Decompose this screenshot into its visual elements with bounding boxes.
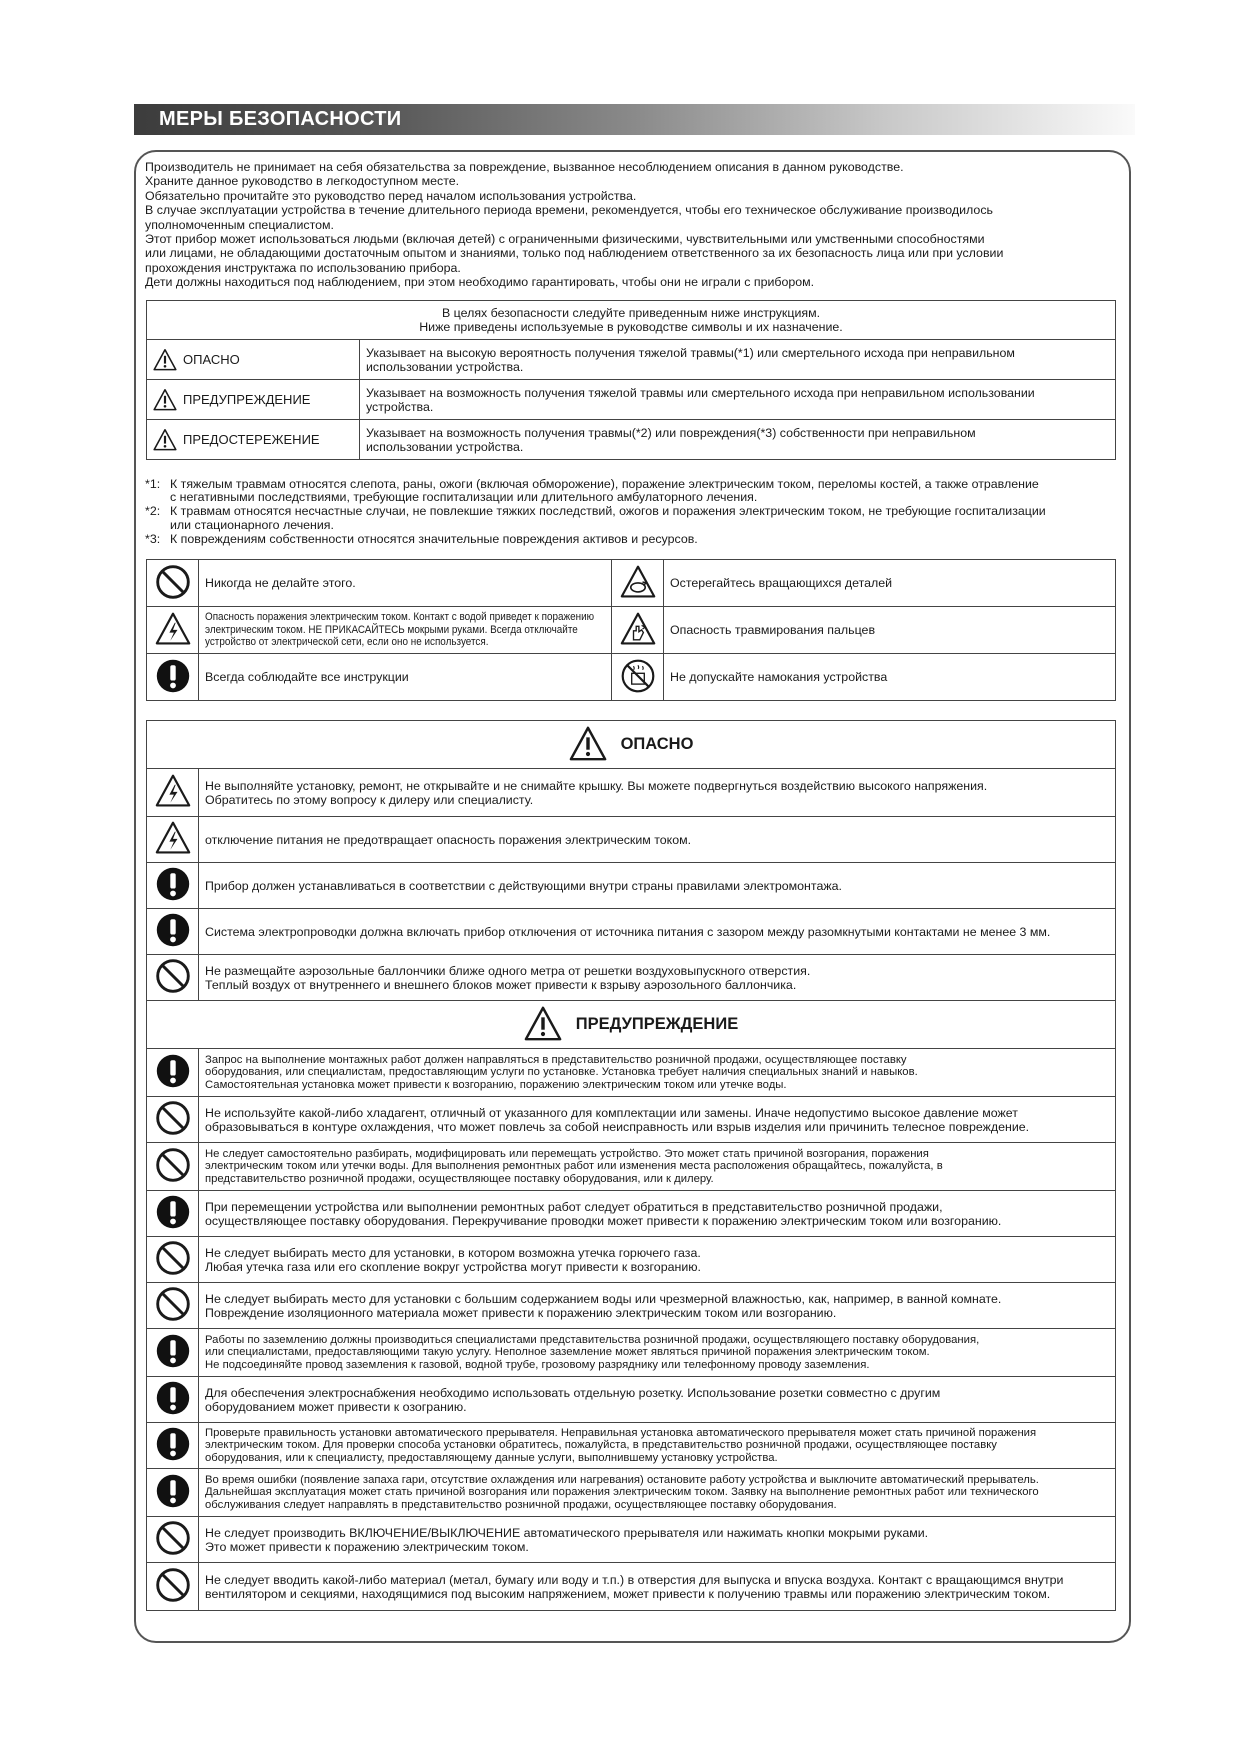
signal-word-table xyxy=(146,300,1116,460)
intro-text xyxy=(145,160,1125,290)
hazard-row xyxy=(147,909,1116,955)
warning-triangle-icon xyxy=(569,725,607,763)
hazard-text: Не размещайте аэрозольные баллончики ближе одного метра от решетки воздуховыпускного отверстия. Теплый воздух от внутреннего и внешнего блоков может привести к взрыву аэрозольного баллончика. xyxy=(199,955,1116,1001)
hazard-row xyxy=(147,863,1116,909)
hazard-icon-cell xyxy=(147,1423,199,1469)
hazard-icon-cell xyxy=(147,909,199,955)
footnote-text: К повреждениям собственности относятся значительные повреждения активов и ресурсов. xyxy=(170,531,698,546)
hazard-text: Проверьте правильность установки автоматического прерывателя. Неправильная установка автоматического прерывателя может стать причиной поражения электрическим током. Для проверки способа установки обратитесь, пожалуйста, в представительство розничной продажи, осуществляющее поставку оборудования, или к специалисту, предоставляющему данные услуги, выполнившему установку устройства. xyxy=(199,1423,1116,1469)
legend-icon-cell xyxy=(612,560,664,607)
signal-table-header-line: В целях безопасности следуйте приведенным ниже инструкциям. xyxy=(441,306,821,320)
hazard-row xyxy=(147,1563,1116,1611)
footnote-text: К тяжелым травмам относятся слепота, раны, ожоги (включая обморожение), поражение электрическим током, переломы костей, а также отравление с негативными последствиями, требующие госпитализации или длительного амбулаторного лечения. xyxy=(170,477,1039,505)
prohibition-icon xyxy=(155,1286,191,1322)
prohibition-icon xyxy=(155,564,191,600)
hazard-text: Система электропроводки должна включать прибор отключения от источника питания с зазором между разомкнутыми контактами не менее 3 мм. xyxy=(199,909,1116,955)
warning-triangle-icon xyxy=(153,388,177,412)
hazard-text: Не следует производить ВКЛЮЧЕНИЕ/ВЫКЛЮЧЕНИЕ автоматического прерывателя или нажимать кнопки мокрыми руками. Это может привести к поражению электрическим током. xyxy=(199,1517,1116,1563)
danger-header-row xyxy=(147,721,1116,769)
hazard-text: Не следует вводить какой-либо материал (метал, бумагу или воду и т.п.) в отверстия для выпуска и впуска воздуха. Контакт с вращающимся внутри вентилятором и секциями, находящимися под высоким напряжением, может привести к получению травмы или поражению электрическим током. xyxy=(199,1563,1116,1611)
hazard-text: Для обеспечения электроснабжения необходимо использовать отдельную розетку. Использование розетки совместно с другим оборудованием может привести к озогранию. xyxy=(199,1377,1116,1423)
signal-label-text: ПРЕДОСТЕРЕЖЕНИЕ xyxy=(183,431,320,447)
intro-paragraph: Храните данное руководство в легкодоступном месте. xyxy=(145,174,460,189)
danger-header xyxy=(147,721,1116,769)
hazard-text: При перемещении устройства или выполнении ремонтных работ следует обратиться в представительство розничной продажи, осуществляющее поставку оборудования. Перекручивание проводки может привести к поражению электрическим током или возгоранию. xyxy=(199,1191,1116,1237)
hazard-icon-cell xyxy=(147,817,199,863)
mandatory-icon xyxy=(155,1426,191,1462)
hazard-icon-cell xyxy=(147,1237,199,1283)
footnote-key: *2: xyxy=(145,504,161,519)
footnote-text: К травмам относятся несчастные случаи, не повлекшие тяжких последствий, ожогов и поражения электрическим током, не требующие госпитализации или стационарного лечения. xyxy=(170,504,1046,532)
hazard-icon-cell xyxy=(147,1283,199,1329)
warning-triangle-icon xyxy=(153,428,177,452)
electric-shock-icon xyxy=(155,820,191,856)
mandatory-icon xyxy=(155,1473,191,1509)
legend-icon-cell xyxy=(612,654,664,701)
legend-text: Остерегайтесь вращающихся деталей xyxy=(664,560,1116,607)
hazard-text: Запрос на выполнение монтажных работ должен направляться в представительство розничной продажи, осуществляющее поставку оборудования, или специалистам, предоставляющим услуги по установке. Установка требует наличия специальных знаний и навыков. Самостоятельная установка может привести к возгоранию, поражению электрическим током или утечке воды. xyxy=(199,1049,1116,1097)
prohibition-icon xyxy=(155,1147,191,1183)
hazard-text: Не следует выбирать место для установки с большим содержанием воды или чрезмерной влажностью, как, например, в ванной комнате. Повреждение изоляционного материала может привести к поражению электрическим током или возгоранию. xyxy=(199,1283,1116,1329)
signal-description: Указывает на высокую вероятность получения тяжелой травмы(*1) или смертельного исхода при неправильном использовании устройства. xyxy=(360,340,1116,380)
footnote-key: *1: xyxy=(145,477,161,491)
hazard-icon-cell xyxy=(147,1191,199,1237)
signal-description: Указывает на возможность получения травмы(*2) или повреждения(*3) собственности при неправильном использовании устройства. xyxy=(360,420,1116,460)
hazard-row xyxy=(147,817,1116,863)
hazard-icon-cell xyxy=(147,1143,199,1191)
intro-paragraph: В случае эксплуатации устройства в течение длительного периода времени, рекомендуется, чтобы его техническое обслуживание производилось уполномоченным специалистом. xyxy=(145,203,993,232)
footnote xyxy=(145,478,1125,504)
finger-injury-icon xyxy=(620,611,656,647)
signal-label-warning xyxy=(147,380,360,420)
signal-label-caution xyxy=(147,420,360,460)
hazard-text: Во время ошибки (появление запаха гари, отсутствие охлаждения или нагревания) остановите работу устройства и выключите автоматический прерыватель. Дальнейшая эксплуатация может стать причиной возгорания или поражения электрическим током. Заявку на выполнение ремонтных работ или технического обслуживания следует направлять в представительство розничной продажи, осуществляющее поставку оборудования. xyxy=(199,1469,1116,1517)
legend-icon-cell xyxy=(147,560,199,607)
footnote-key: *3: xyxy=(145,531,161,546)
hazard-row xyxy=(147,1143,1116,1191)
legend-text: Не допускайте намокания устройства xyxy=(664,654,1116,701)
mandatory-icon xyxy=(155,1194,191,1230)
hazard-row xyxy=(147,955,1116,1001)
legend-icon-cell xyxy=(612,607,664,654)
hazard-icon-cell xyxy=(147,1563,199,1611)
hazard-text: Не используйте какой-либо хладагент, отличный от указанного для комплектации или замены. Иначе недопустимо высокое давление может образовываться в контуре охлаждения, что может повлечь за собой неисправность или взрыв изделия или причинить телесное повреждение. xyxy=(199,1097,1116,1143)
warning-triangle-icon xyxy=(153,348,177,372)
warning-title: ПРЕДУПРЕЖДЕНИЕ xyxy=(575,1014,739,1033)
footnotes xyxy=(145,478,1125,547)
intro-paragraph: Обязательно прочитайте это руководство перед началом использования устройства. xyxy=(145,188,637,203)
hazard-icon-cell xyxy=(147,1469,199,1517)
warning-header xyxy=(147,1001,1116,1049)
hazard-table xyxy=(146,720,1116,1611)
signal-label-danger xyxy=(147,340,360,380)
hazard-row xyxy=(147,1049,1116,1097)
hazard-icon-cell xyxy=(147,1377,199,1423)
prohibition-icon xyxy=(155,1520,191,1556)
hazard-icon-cell xyxy=(147,955,199,1001)
hazard-row xyxy=(147,769,1116,817)
hazard-row xyxy=(147,1423,1116,1469)
intro-paragraph: Производитель не принимает на себя обязательства за повреждение, вызванное несоблюдением описания в данном руководстве. xyxy=(145,160,904,174)
mandatory-icon xyxy=(155,866,191,902)
hazard-text: Не следует самостоятельно разбирать, модифицировать или перемещать устройство. Это может стать причиной возгорания, поражения электрическим током или утечки воды. Для выполнения ремонтных работ или изменения места расположения обращайтесь, пожалуйста, в представительство розничной продажи, осуществляющее поставку оборудования, или к дилеру. xyxy=(199,1143,1116,1191)
intro-paragraph: Этот прибор может использоваться людьми (включая детей) с ограниченными физическими, чувствительными или умственными способностями или лицами, не обладающими достаточным опытом и знаниями, только под наблюдением ответственного за их безопасность лица или при условии прохождения инструктажа по использованию прибора. xyxy=(145,232,1004,275)
rotating-parts-icon xyxy=(620,564,656,600)
symbol-legend-table xyxy=(146,559,1116,701)
intro-paragraph: Дети должны находиться под наблюдением, при этом необходимо гарантировать, чтобы они не играли с прибором. xyxy=(145,275,815,290)
legend-text: Опасность травмирования пальцев xyxy=(664,607,1116,654)
prohibition-icon xyxy=(155,958,191,994)
hazard-row xyxy=(147,1329,1116,1377)
warning-header-row xyxy=(147,1001,1116,1049)
electric-shock-icon xyxy=(155,773,191,809)
hazard-row xyxy=(147,1237,1116,1283)
hazard-row xyxy=(147,1517,1116,1563)
danger-title: ОПАСНО xyxy=(620,734,694,753)
legend-text-small: Опасность поражения электрическим током. Контакт с водой приведет к поражению электрическим током. НЕ ПРИКАСАЙТЕСЬ мокрыми руками. Всегда отключайте устройство от электрической сети, если оно не используется. xyxy=(205,610,595,649)
warning-triangle-icon xyxy=(524,1005,562,1043)
mandatory-icon xyxy=(155,1333,191,1369)
footnote xyxy=(145,505,1125,531)
signal-table-header-line: Ниже приведены используемые в руководстве символы и их назначение. xyxy=(419,320,843,334)
hazard-row xyxy=(147,1097,1116,1143)
signal-label-text: ОПАСНО xyxy=(183,351,240,367)
legend-icon-cell xyxy=(147,654,199,701)
hazard-icon-cell xyxy=(147,769,199,817)
hazard-icon-cell xyxy=(147,863,199,909)
legend-text: Всегда соблюдайте все инструкции xyxy=(199,654,612,701)
signal-table-header xyxy=(147,301,1116,340)
hazard-text: Не следует выбирать место для установки, в котором возможна утечка горючего газа. Любая утечка газа или его скопление вокруг устройства могут привести к возгоранию. xyxy=(199,1237,1116,1283)
hazard-icon-cell xyxy=(147,1049,199,1097)
hazard-row xyxy=(147,1377,1116,1423)
hazard-icon-cell xyxy=(147,1097,199,1143)
prohibition-icon xyxy=(155,1100,191,1136)
hazard-text: Прибор должен устанавливаться в соответствии с действующими внутри страны правилами электромонтажа. xyxy=(199,863,1116,909)
hazard-row xyxy=(147,1469,1116,1517)
legend-icon-cell xyxy=(147,607,199,654)
mandatory-icon xyxy=(155,912,191,948)
legend-text xyxy=(199,607,612,654)
hazard-row xyxy=(147,1191,1116,1237)
section-title: МЕРЫ БЕЗОПАСНОСТИ xyxy=(159,108,402,130)
prohibition-icon xyxy=(155,1240,191,1276)
prohibition-icon xyxy=(155,1567,191,1603)
hazard-text: отключение питания не предотвращает опасность поражения электрическим током. xyxy=(199,817,1116,863)
hazard-icon-cell xyxy=(147,1517,199,1563)
legend-text: Никогда не делайте этого. xyxy=(199,560,612,607)
mandatory-icon xyxy=(155,1053,191,1089)
no-wetting-icon xyxy=(620,658,656,694)
mandatory-icon xyxy=(155,1380,191,1416)
hazard-text: Работы по заземлению должны производиться специалистами представительства розничной продажи, осуществляющего поставку оборудования, или специалистами, предоставляющими такую услугу. Неполное заземление может являться причиной поражения электрическим током. Не подсоединяйте провод заземления к газовой, водной трубе, грозовому разряднику или телефонному проводу заземления. xyxy=(199,1329,1116,1377)
signal-description: Указывает на возможность получения тяжелой травмы или смертельного исхода при неправильном использовании устройства. xyxy=(360,380,1116,420)
mandatory-icon xyxy=(155,658,191,694)
hazard-row xyxy=(147,1283,1116,1329)
footnote xyxy=(145,533,1125,546)
signal-label-text: ПРЕДУПРЕЖДЕНИЕ xyxy=(183,391,311,407)
electric-shock-icon xyxy=(155,611,191,647)
hazard-text: Не выполняйте установку, ремонт, не открывайте и не снимайте крышку. Вы можете подвергнуться воздействию высокого напряжения. Обратитесь по этому вопросу к дилеру или специалисту. xyxy=(199,769,1116,817)
section-header-bar xyxy=(134,104,1135,135)
hazard-icon-cell xyxy=(147,1329,199,1377)
